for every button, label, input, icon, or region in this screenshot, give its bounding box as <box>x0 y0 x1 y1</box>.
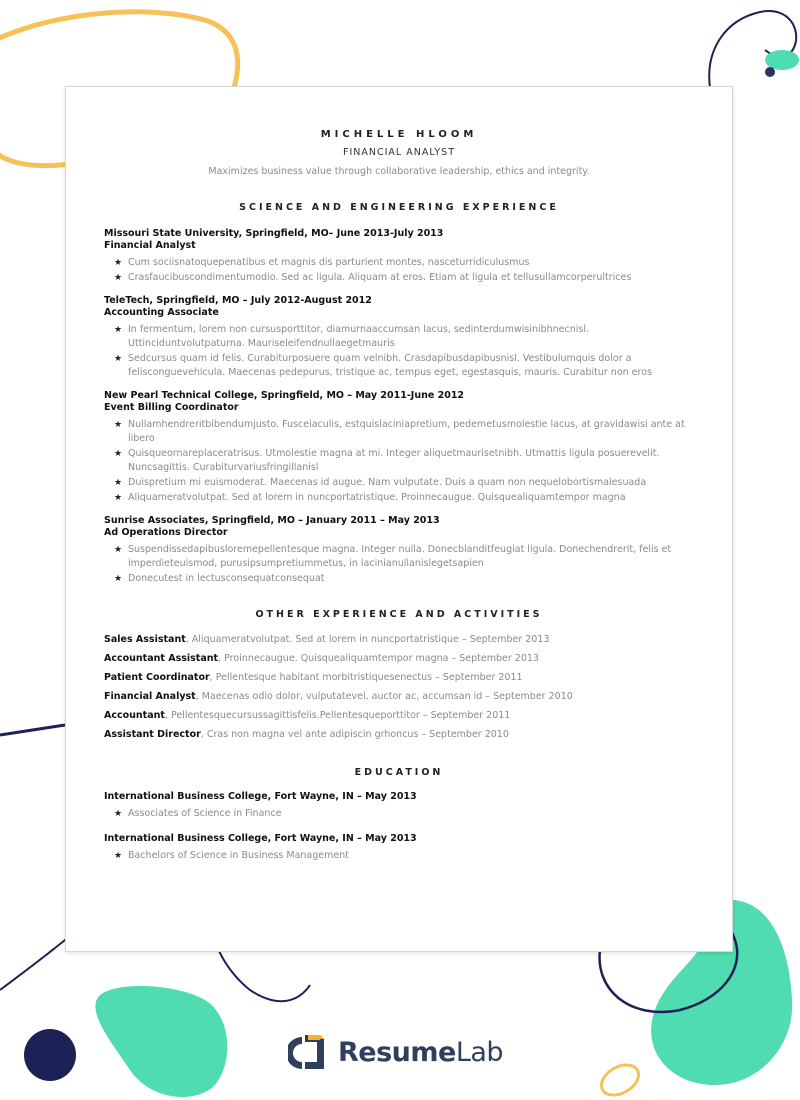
star-icon: ★ <box>114 574 123 584</box>
bullet-list <box>104 807 694 821</box>
education-degree: Bachelors of Science in Business Management <box>128 850 349 861</box>
star-icon: ★ <box>114 420 123 430</box>
logo-part-lab: Lab <box>455 1036 504 1068</box>
job-organization: Sunrise Associates, Springfield, MO – January 2011 – May 2013 <box>104 515 440 526</box>
bullet-text: Aliquameratvolutpat. Sed at lorem in nuncportatristique. Proinnecaugue. Quisquealiquamtempor magna <box>128 492 626 503</box>
list-item <box>114 447 694 475</box>
job-organization: New Pearl Technical College, Springfield, MO – May 2011-June 2012 <box>104 390 465 401</box>
other-experience-heading: OTHER EXPERIENCE AND ACTIVITIES <box>255 609 543 620</box>
list-item <box>114 572 694 586</box>
education-school: International Business College, Fort Wayne, IN – May 2013 <box>104 833 417 844</box>
bullet-text: Duispretium mi euismoderat. Maecenas id augue. Nam vulputate. Duis a quam non nequelobortismalesuada <box>128 477 647 488</box>
bullet-text: In fermentum, lorem non cursusporttitor, diamurnaaccumsan lacus, sedinterdumwisinibhnecnisl. Uttinciduntvolutpaturna. Mauriseleifendnullaegetmauris <box>128 324 590 349</box>
bullet-list <box>104 543 694 586</box>
education-heading: EDUCATION <box>354 767 444 778</box>
list-item <box>114 849 694 863</box>
activity-detail: , Pellentesque habitant morbitristiquesenectus – September 2011 <box>209 672 523 683</box>
other-experience-row <box>104 687 694 706</box>
bullet-text: Crasfaucibuscondimentumodio. Sed ac ligula. Aliquam at eros. Etiam at ligula et tellusullamcorperultrices <box>128 272 632 283</box>
bullet-list <box>104 256 694 285</box>
job-organization: Missouri State University, Springfield, MO– June 2013-July 2013 <box>104 228 444 239</box>
candidate-summary: Maximizes business value through collaborative leadership, ethics and integrity. <box>208 166 590 177</box>
other-experience-row <box>104 706 694 725</box>
logo-part-resume: Resume <box>338 1036 456 1068</box>
job-entry <box>104 515 694 586</box>
activity-detail: , Maecenas odio dolor, vulputatevel, auctor ac, accumsan id – September 2010 <box>195 691 573 702</box>
list-item <box>114 271 694 285</box>
candidate-name: MICHELLE HLOOM <box>320 129 478 140</box>
list-item <box>114 256 694 270</box>
candidate-title: FINANCIAL ANALYST <box>343 147 455 158</box>
job-role: Event Billing Coordinator <box>104 402 239 413</box>
other-experience-row <box>104 630 694 649</box>
activity-detail: , Cras non magna vel ante adipiscin grhoncus – September 2010 <box>200 729 509 740</box>
job-role: Ad Operations Director <box>104 527 228 538</box>
education-entry <box>104 791 694 821</box>
list-item <box>114 352 694 380</box>
activity-role: Sales Assistant <box>104 634 186 645</box>
bullet-list <box>104 418 694 505</box>
list-item <box>114 476 694 490</box>
activity-role: Patient Coordinator <box>104 672 210 683</box>
logo-wordmark <box>338 1037 503 1068</box>
star-icon: ★ <box>114 478 123 488</box>
job-organization: TeleTech, Springfield, MO – July 2012-August 2012 <box>104 295 372 306</box>
bullet-text: Cum sociisnatoquepenatibus et magnis dis parturient montes, nasceturridiculusmus <box>128 257 530 268</box>
star-icon: ★ <box>114 809 123 819</box>
education-list <box>104 791 694 863</box>
education-degree: Associates of Science in Finance <box>128 808 282 819</box>
job-entry <box>104 390 694 505</box>
education-school: International Business College, Fort Wayne, IN – May 2013 <box>104 791 417 802</box>
list-item <box>114 543 694 571</box>
list-item <box>114 807 694 821</box>
job-entry <box>104 228 694 285</box>
bullet-list <box>104 849 694 863</box>
activity-detail: , Aliquameratvolutpat. Sed at lorem in nuncportatristique – September 2013 <box>185 634 550 645</box>
other-experience-row <box>104 649 694 668</box>
resume-page <box>65 86 733 952</box>
star-icon: ★ <box>114 851 123 861</box>
star-icon: ★ <box>114 493 123 503</box>
star-icon: ★ <box>114 354 123 364</box>
bullet-text: Suspendissedapibusloremepellentesque magna. Integer nulla. Donecblanditfeugiat ligula. Donechendrerit, felis et imperdieteuismod, purusipsumpretiummetus, in lacinianullanislegetsapien <box>128 544 672 569</box>
bullet-text: Sedcursus quam id felis. Curabiturposuere quam velnibh. Crasdapibusdapibusnisl. Vestibulumquis dolor a felisconguevehicula. Maecenas pedepurus, tristique ac, tempus eget, egestasquis, mauris. Curabitur non eros <box>128 353 652 378</box>
other-experience-row <box>104 725 694 744</box>
bullet-list <box>104 323 694 380</box>
star-icon: ★ <box>114 449 123 459</box>
list-item <box>114 418 694 446</box>
activity-detail: , Pellentesquecursussagittisfelis.Pellentesqueporttitor – September 2011 <box>164 710 511 721</box>
activity-role: Accountant Assistant <box>104 653 219 664</box>
bullet-text: Quisqueornareplaceratrisus. Utmolestie magna at mi. Integer aliquetmaurisetnibh. Utmattis ligula posuerevelit. Nuncsagittis. Curabiturvariusfringillanisl <box>128 448 660 473</box>
education-entry <box>104 833 694 863</box>
resumelab-logo <box>288 1030 503 1074</box>
list-item <box>114 323 694 351</box>
activity-role: Accountant <box>104 710 165 721</box>
bullet-text: Donecutest in lectusconsequatconsequat <box>128 573 325 584</box>
job-entry <box>104 295 694 380</box>
star-icon: ★ <box>114 545 123 555</box>
job-role: Financial Analyst <box>104 240 196 251</box>
job-role: Accounting Associate <box>104 307 219 318</box>
star-icon: ★ <box>114 325 123 335</box>
other-experience-row <box>104 668 694 687</box>
bullet-text: Nullamhendreritbibendumjusto. Fusceiaculis, estquislaciniapretium, pedemetusmolestie lacus, at gravidawisi ante at libero <box>128 419 685 444</box>
other-experience-list <box>104 630 694 744</box>
activity-role: Assistant Director <box>104 729 201 740</box>
activity-role: Financial Analyst <box>104 691 196 702</box>
experience-list <box>104 228 694 586</box>
star-icon: ★ <box>114 258 123 268</box>
activity-detail: , Proinnecaugue. Quisquealiquamtempor magna – September 2013 <box>218 653 539 664</box>
list-item <box>114 491 694 505</box>
experience-heading: SCIENCE AND ENGINEERING EXPERIENCE <box>239 202 559 213</box>
star-icon: ★ <box>114 273 123 283</box>
resumelab-logo-icon <box>288 1031 328 1073</box>
